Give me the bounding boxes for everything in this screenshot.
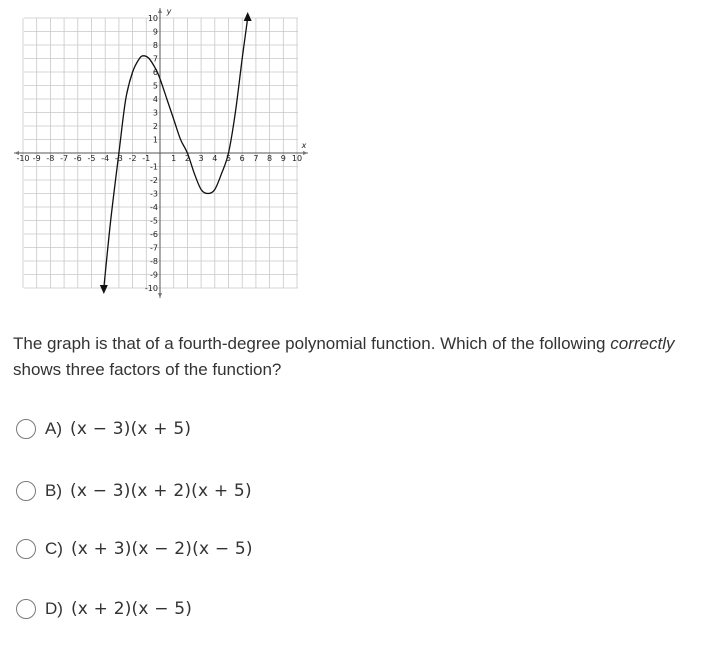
radio-circle-icon[interactable] (16, 599, 36, 619)
x-axis-arrow-icon (303, 151, 308, 155)
x-tick-label: 3 (198, 154, 204, 163)
coordinate-graph (0, 0, 320, 310)
y-tick-label: 7 (152, 54, 158, 64)
choice-expression: (x − 3)(x + 5) (70, 419, 192, 439)
y-tick-label: -1 (150, 162, 158, 172)
y-tick-label: 9 (152, 27, 158, 37)
curve-arrow-up-icon (244, 12, 252, 21)
y-tick-label: -8 (150, 257, 158, 266)
x-tick-label: 1 (171, 154, 177, 163)
choice-letter: B) (45, 481, 62, 500)
y-tick-label: 6 (152, 68, 158, 77)
choice-letter: A) (45, 419, 62, 438)
question-emphasis: correctly (610, 334, 675, 353)
x-tick-label: -7 (60, 154, 69, 163)
radio-circle-icon[interactable] (16, 481, 36, 501)
x-tick-label: 10 (291, 154, 303, 163)
x-tick-label: 5 (225, 154, 232, 163)
y-tick-label: -7 (150, 243, 158, 253)
choice-letter: D) (45, 599, 63, 618)
x-tick-label: 2 (184, 154, 190, 163)
x-tick-label: -8 (46, 154, 55, 163)
curve-arrow-down-icon (100, 285, 108, 294)
choice-b[interactable] (16, 477, 252, 505)
y-tick-label: 5 (152, 81, 158, 91)
polynomial-graph-svg (0, 0, 320, 310)
y-axis-label: y (166, 7, 172, 16)
x-tick-label: -6 (73, 154, 82, 163)
y-tick-label: 2 (152, 122, 158, 131)
y-tick-label: -3 (150, 189, 158, 199)
x-tick-label: -3 (114, 154, 123, 163)
x-tick-label: 4 (212, 154, 218, 163)
x-tick-label: -2 (128, 154, 137, 163)
y-axis-arrow-down-icon (158, 293, 162, 298)
y-tick-label: -5 (150, 216, 158, 226)
x-tick-label: -9 (32, 154, 41, 163)
choice-a[interactable] (16, 415, 191, 443)
y-tick-label: 10 (147, 14, 158, 23)
y-tick-label: -9 (150, 270, 158, 280)
y-tick-label: -2 (150, 176, 158, 185)
x-tick-label: -10 (16, 154, 30, 163)
x-tick-label: -5 (87, 154, 96, 163)
y-axis-arrow-icon (158, 8, 162, 13)
question-text-part1: The graph is that of a fourth-degree polynomial function. Which of the following (13, 334, 611, 353)
y-tick-label: 3 (152, 108, 158, 118)
question-text (13, 331, 705, 383)
choice-expression: (x + 2)(x − 5) (70, 599, 193, 619)
choice-expression: (x + 3)(x − 2)(x − 5) (70, 539, 253, 559)
radio-circle-icon[interactable] (16, 539, 36, 559)
radio-circle-icon[interactable] (16, 419, 36, 439)
y-tick-label: 4 (152, 95, 158, 104)
y-tick-label: -6 (150, 230, 158, 239)
question-text-part2: shows three factors of the function? (13, 360, 282, 379)
x-tick-label: 7 (253, 154, 259, 163)
x-tick-label: -4 (101, 154, 110, 163)
y-tick-label: -10 (144, 284, 158, 293)
x-tick-label: 9 (280, 154, 286, 163)
x-tick-label: 8 (267, 154, 273, 163)
choice-d[interactable] (16, 595, 192, 623)
x-tick-label: -1 (142, 154, 151, 163)
x-tick-label: 6 (239, 154, 245, 163)
y-tick-label: 1 (152, 135, 158, 145)
choice-c[interactable] (16, 535, 253, 563)
y-tick-label: -4 (150, 203, 158, 212)
choice-expression: (x − 3)(x + 2)(x + 5) (70, 481, 252, 501)
choice-letter: C) (45, 539, 63, 558)
y-tick-label: 8 (152, 41, 158, 50)
x-axis-label: x (301, 141, 307, 150)
